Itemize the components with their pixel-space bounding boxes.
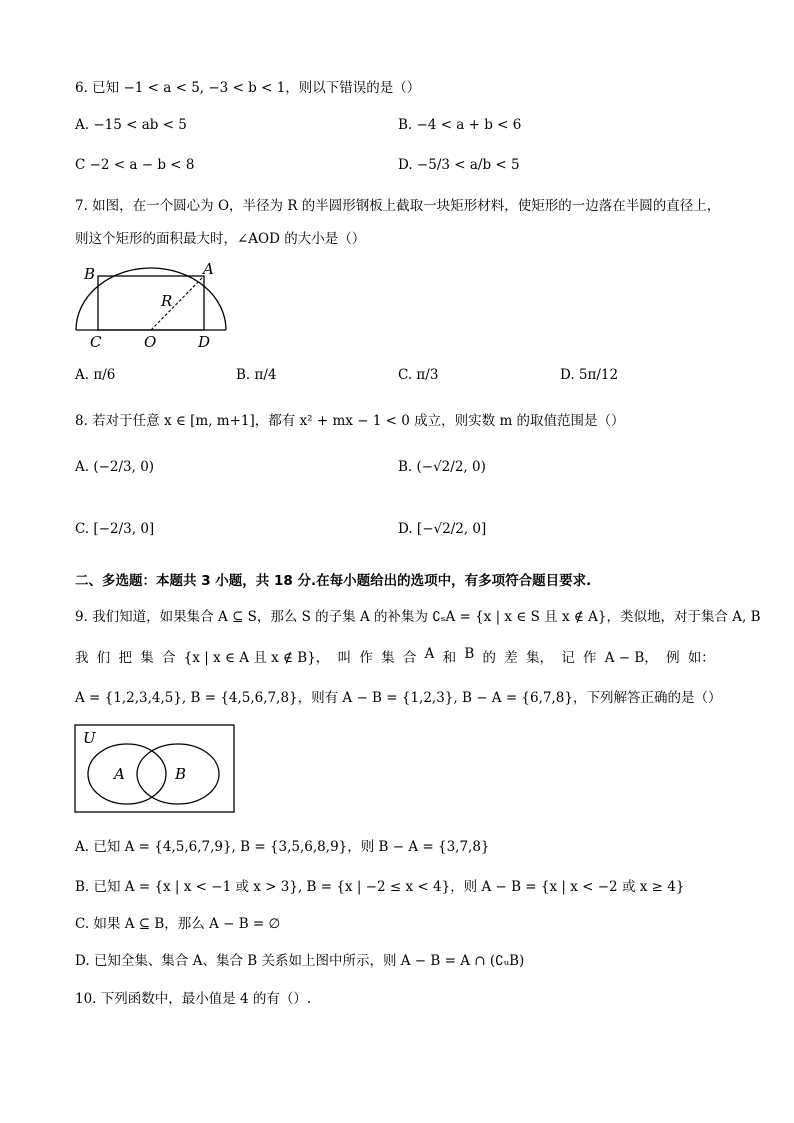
q9-option-b: B. 已知 A = {x | x < −1 或 x > 3}, B = {x | −2 ≤ x < 4}，则 A − B = {x | x < −2 或 x ≥ 4}: [75, 879, 685, 895]
q8-option-b: B. (−√2/2, 0): [398, 459, 486, 475]
q6-option-a: A. −15 < ab < 5: [75, 117, 187, 133]
word: 叫: [337, 650, 352, 666]
label-set-a: A: [114, 765, 125, 783]
word: A: [424, 646, 435, 662]
q9-option-a: A. 已知 A = {4,5,6,7,9}, B = {3,5,6,8,9}，则 B − A = {3,7,8}: [75, 839, 490, 855]
q7-stem-line1: 7. 如图，在一个圆心为 O，半径为 R 的半圆形钢板上截取一块矩形材料，使矩形的一边落在半圆的直径上，: [75, 198, 721, 214]
word: 合: [402, 650, 417, 666]
word: 的: [482, 650, 496, 666]
q6-option-b: B. −4 < a + b < 6: [398, 117, 522, 133]
q9-stem-line3: A = {1,2,3,4,5}, B = {4,5,6,7,8}，则有 A − B = {1,2,3}, B − A = {6,7,8}，下列解答正确的是（）: [75, 690, 722, 706]
word: 合: [162, 650, 176, 666]
word: {x | x ∈ A 且 x ∉ B}，: [183, 650, 330, 666]
label-d: D: [198, 333, 211, 350]
word: 如：: [687, 650, 715, 666]
q7-stem-line2: 则这个矩形的面积最大时，∠AOD 的大小是（）: [75, 231, 366, 247]
word: 把: [118, 650, 132, 666]
label-a: A: [203, 260, 214, 278]
q7-option-a: A. π/6: [75, 367, 116, 383]
word: 们: [96, 650, 111, 666]
q8-stem: 8. 若对于任意 x ∈ [m, m+1]，都有 x² + mx − 1 < 0 成立，则实数 m 的取值范围是（）: [75, 413, 625, 429]
radius-dashed-line: [151, 276, 204, 330]
q6-stem: 6. 已知 −1 < a < 5, −3 < b < 1，则以下错误的是（）: [75, 80, 421, 96]
q7-option-d: D. 5π/12: [560, 367, 619, 383]
word: 集: [381, 650, 395, 666]
set-a-ellipse: [88, 744, 166, 804]
q8-option-c: C. [−2/3, 0]: [75, 521, 155, 537]
word: 和: [442, 650, 457, 666]
label-u: U: [83, 729, 96, 747]
section-heading-multiple-choice: 二、多选题：本题共 3 小题，共 18 分.在每小题给出的选项中，有多项符合题目要求.: [75, 573, 592, 589]
q9-option-c: C. 如果 A ⊆ B，那么 A − B = ∅: [75, 916, 281, 932]
q9-stem-line1: 9. 我们知道，如果集合 A ⊆ S，那么 S 的子集 A 的补集为 ∁ₛA = {x | x ∈ S 且 x ∉ A}，类似地，对于集合 A, B: [75, 609, 761, 625]
q8-option-d: D. [−√2/2, 0]: [398, 521, 487, 537]
label-c: C: [90, 333, 102, 350]
semicircle-figure: [70, 258, 240, 350]
word: 作: [582, 650, 597, 666]
word: 差: [504, 650, 518, 666]
label-o: O: [144, 333, 157, 350]
word: 记: [561, 650, 575, 666]
word: 我: [75, 650, 89, 666]
q6-option-c: C −2 < a − b < 8: [75, 157, 195, 173]
label-b: B: [84, 265, 96, 283]
venn-diagram: [74, 724, 236, 814]
inscribed-rectangle: [98, 276, 204, 330]
word: 集: [140, 650, 154, 666]
word: A − B，: [604, 650, 658, 666]
word: 集，: [525, 650, 553, 666]
label-set-b: B: [175, 765, 187, 783]
q9-stem-line2: [75, 646, 715, 666]
word: 例: [666, 650, 680, 666]
q6-option-d: D. −5/3 < a/b < 5: [398, 157, 520, 173]
q7-option-b: B. π/4: [236, 367, 277, 383]
label-r: R: [161, 292, 173, 310]
q10-stem: 10. 下列函数中，最小值是 4 的有（）.: [75, 991, 312, 1007]
word: B: [464, 646, 475, 662]
word: 作: [359, 650, 373, 666]
q9-option-d: D. 已知全集、集合 A、集合 B 关系如上图中所示，则 A − B = A ∩ (∁ᵤB): [75, 953, 525, 969]
q7-option-c: C. π/3: [398, 367, 439, 383]
q8-option-a: A. (−2/3, 0): [75, 459, 155, 475]
